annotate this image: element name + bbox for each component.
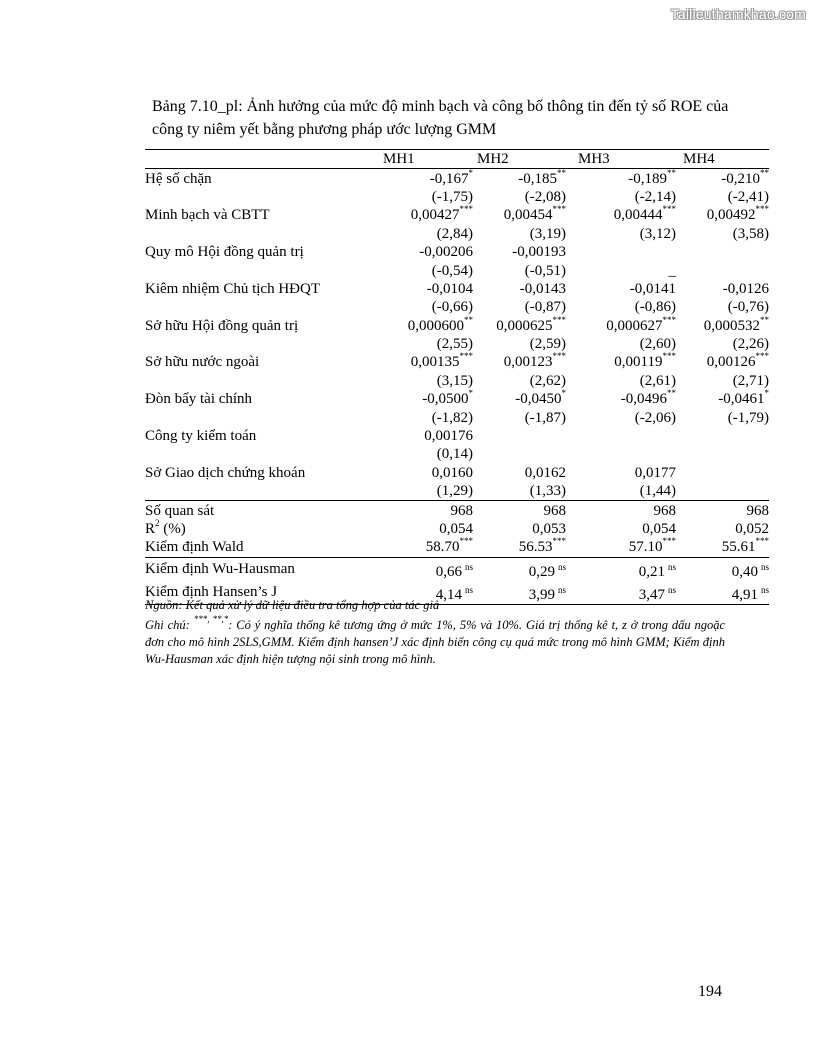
cell-mh3 — [566, 445, 676, 463]
table-row — [145, 501, 769, 520]
cell-value: 55.61 — [721, 539, 756, 556]
cell-mh3 — [566, 188, 676, 206]
cell-value: 0,000532 — [703, 317, 760, 334]
cell-mh2 — [473, 501, 566, 520]
cell-value: 0,40 — [731, 563, 758, 580]
table-row — [145, 280, 769, 298]
row-label — [145, 261, 363, 279]
cell-mh1 — [363, 557, 473, 581]
row-label — [145, 482, 363, 501]
row-label: Kiểm định Wald — [145, 539, 244, 556]
row-label: Quy mô Hội đồng quản trị — [145, 244, 304, 261]
cell-mh4 — [676, 538, 769, 557]
cell-value: 968 — [543, 502, 566, 519]
cell-value: -0,167 — [429, 170, 469, 187]
cell-mh3 — [566, 169, 676, 188]
cell-value: (3,58) — [732, 225, 769, 242]
cell-mh1 — [363, 538, 473, 557]
remark-note — [145, 614, 725, 668]
cell-mh1 — [363, 353, 473, 371]
cell-value: (2,26) — [732, 336, 769, 353]
cell-mh3 — [566, 538, 676, 557]
cell-mh2 — [473, 408, 566, 426]
cell-mh3 — [566, 557, 676, 581]
significance-mark: *** — [662, 204, 676, 215]
row-label: Sở hữu Hội đồng quản trị — [145, 317, 299, 334]
cell-value: 0,053 — [532, 521, 566, 537]
cell-value: 968 — [653, 502, 676, 519]
cell-value: (-2,06) — [634, 409, 676, 426]
cell-value: (1,44) — [639, 483, 676, 500]
row-label: Sở hữu nước ngoài — [145, 354, 260, 371]
cell-mh2 — [473, 482, 566, 501]
cell-mh4 — [676, 206, 769, 224]
cell-value: 0,00126 — [706, 354, 756, 371]
cell-mh3 — [566, 482, 676, 501]
regression-table — [145, 149, 769, 605]
cell-value: 0,00119 — [614, 354, 663, 371]
cell-value: (2,59) — [529, 336, 566, 353]
cell-mh4 — [676, 353, 769, 371]
table-row — [145, 408, 769, 426]
cell-mh2 — [473, 464, 566, 482]
cell-value: 968 — [450, 502, 473, 519]
cell-mh1 — [363, 314, 473, 335]
row-label — [145, 298, 363, 316]
table-row — [145, 243, 769, 261]
cell-mh3 — [566, 280, 676, 298]
table-row — [145, 206, 769, 224]
cell-mh2 — [473, 169, 566, 188]
cell-value: (2,62) — [529, 372, 566, 389]
cell-mh1 — [363, 188, 473, 206]
cell-mh2 — [473, 427, 566, 445]
cell-mh2 — [473, 243, 566, 261]
cell-value: -0,0143 — [519, 280, 566, 297]
non-significant-mark: ns — [760, 561, 769, 572]
cell-value: (1,29) — [436, 483, 473, 500]
cell-mh4 — [676, 261, 769, 279]
row-label: $R^2$ (%) — [145, 518, 186, 537]
cell-mh4 — [676, 427, 769, 445]
significance-mark: *** — [755, 351, 769, 362]
cell-mh3 — [566, 298, 676, 316]
cell-value: (-0,76) — [727, 299, 769, 316]
significance-mark: *** — [552, 536, 566, 547]
cell-mh3 — [566, 243, 676, 261]
significance-mark: *** — [755, 536, 769, 547]
source-note: Nguồn: Kết quả xử lý dữ liệu điều tra tổng hợp của tác giả — [145, 598, 440, 612]
cell-mh3 — [566, 408, 676, 426]
cell-mh1 — [363, 408, 473, 426]
cell-mh4 — [676, 372, 769, 390]
cell-value: 4,14 — [435, 586, 462, 603]
remark-body: : Có ý nghĩa thống kê tương ứng ở mức 1%, 5% và 10%. Giá trị thống kê t, z ở trong dấu ngoặc đơn cho mô hình 2SLS,GMM. Kiểm định hansen’J xác định biến công cụ quá mức trong mô hình GMM; Kiểm định Wu-Hausman xác định hiện tượng nội sinh trong mô hình. — [145, 618, 725, 666]
cell-value: 0,00176 — [424, 428, 473, 445]
cell-value: 56.53 — [518, 539, 553, 556]
cell-value: 0,00427 — [410, 207, 460, 224]
cell-value: 0,052 — [735, 521, 769, 537]
cell-value: (-2,41) — [727, 188, 769, 205]
cell-mh2 — [473, 538, 566, 557]
cell-value: (-0,66) — [431, 299, 473, 316]
row-label: Số quan sát — [145, 501, 363, 520]
page-number: 194 — [698, 983, 722, 1000]
cell-value: (0,14) — [436, 446, 473, 463]
significance-mark: *** — [662, 314, 676, 325]
cell-mh1 — [363, 261, 473, 279]
significance-mark: ** — [667, 167, 676, 178]
row-label — [145, 445, 363, 463]
cell-value: 0,29 — [528, 563, 555, 580]
significance-mark: * — [468, 388, 473, 399]
cell-value: 0,000600 — [407, 317, 464, 334]
cell-value: 3,47 — [638, 586, 665, 603]
significance-mark: ** — [557, 167, 566, 178]
cell-value: -0,0126 — [722, 280, 769, 297]
cell-value: 0,66 — [435, 563, 462, 580]
cell-value: (2,61) — [639, 372, 676, 389]
row-label: Kiểm định Hansen’s J — [145, 581, 363, 605]
cell-value: -0,0461 — [718, 391, 765, 408]
significance-mark: * — [468, 167, 473, 178]
row-label — [145, 335, 363, 353]
cell-mh3 — [566, 335, 676, 353]
cell-value: (-1,87) — [524, 409, 566, 426]
cell-value: 57.10 — [628, 539, 663, 556]
significance-mark: ** — [760, 314, 769, 325]
cell-mh1 — [363, 225, 473, 243]
cell-mh4 — [676, 557, 769, 581]
cell-mh1 — [363, 390, 473, 408]
row-label: Kiểm định Wu-Hausman — [145, 557, 363, 581]
cell-mh1 — [363, 280, 473, 298]
significance-mark: *** — [459, 536, 473, 547]
significance-mark: * — [561, 388, 566, 399]
cell-value: 0,00444 — [613, 207, 663, 224]
significance-mark: *** — [552, 314, 566, 325]
row-label — [145, 372, 363, 390]
non-significant-mark: ns — [667, 584, 676, 595]
significance-mark: *** — [459, 204, 473, 215]
significance-mark: *** — [755, 204, 769, 215]
significance-mark: *** — [662, 536, 676, 547]
cell-mh4 — [676, 464, 769, 482]
cell-value: (2,84) — [436, 225, 473, 242]
cell-mh1 — [363, 298, 473, 316]
significance-mark: * — [764, 388, 769, 399]
cell-mh4 — [676, 445, 769, 463]
non-significant-mark: ns — [557, 561, 566, 572]
cell-value: _ — [668, 262, 676, 279]
cell-mh2 — [473, 353, 566, 371]
cell-mh2 — [473, 314, 566, 335]
remark-significance-marks: ***, **,* — [193, 614, 229, 624]
cell-mh1 — [363, 243, 473, 261]
cell-value: 968 — [746, 502, 769, 519]
row-label — [145, 188, 363, 206]
cell-value: -0,00193 — [512, 244, 566, 261]
header-cell-label — [145, 150, 363, 169]
cell-value: (-0,51) — [524, 262, 566, 279]
cell-value: -0,0450 — [515, 391, 562, 408]
table-row — [145, 427, 769, 445]
cell-mh2 — [473, 206, 566, 224]
cell-mh1 — [363, 427, 473, 445]
non-significant-mark: ns — [464, 584, 473, 595]
row-label: Sở Giao dịch chứng khoán — [145, 464, 306, 481]
cell-value: -0,0141 — [629, 280, 676, 297]
row-label: Minh bạch và CBTT — [145, 207, 270, 224]
cell-mh3 — [566, 372, 676, 390]
cell-value: (-0,86) — [634, 299, 676, 316]
cell-mh3 — [566, 427, 676, 445]
cell-value: (-0,54) — [431, 262, 473, 279]
table-row — [145, 353, 769, 371]
cell-mh4 — [676, 408, 769, 426]
cell-value: 0,0177 — [634, 464, 676, 481]
cell-mh3 — [566, 520, 676, 538]
cell-mh1 — [363, 520, 473, 538]
cell-value: 0,054 — [439, 521, 473, 537]
cell-mh4 — [676, 390, 769, 408]
cell-value: (-2,14) — [634, 188, 676, 205]
table-body — [145, 169, 769, 604]
cell-mh2 — [473, 261, 566, 279]
non-significant-mark: ns — [760, 584, 769, 595]
cell-mh1 — [363, 372, 473, 390]
table-row — [145, 169, 769, 188]
cell-value: -0,0104 — [426, 280, 473, 297]
cell-value: (-1,79) — [727, 409, 769, 426]
table-caption: Bảng 7.10_pl: Ảnh hưởng của mức độ minh bạch và công bố thông tin đến tỷ số ROE của công ty niêm yết bằng phương pháp ước lượng GMM — [152, 98, 729, 138]
table-row — [145, 225, 769, 243]
cell-value: 0,000627 — [606, 317, 663, 334]
cell-mh2 — [473, 557, 566, 581]
significance-mark: ** — [667, 388, 676, 399]
cell-value: (2,71) — [732, 372, 769, 389]
cell-value: 58.70 — [425, 539, 460, 556]
significance-mark: ** — [760, 167, 769, 178]
table-row — [145, 261, 769, 279]
cell-mh1 — [363, 206, 473, 224]
cell-mh1 — [363, 501, 473, 520]
table-row — [145, 317, 769, 335]
watermark: Tailieuthamkhao.com — [670, 6, 806, 22]
cell-value: (-0,87) — [524, 299, 566, 316]
cell-value: (-1,82) — [431, 409, 473, 426]
table-header-row — [145, 150, 769, 169]
cell-mh4 — [676, 298, 769, 316]
cell-mh3 — [566, 464, 676, 482]
cell-value: 4,91 — [731, 586, 758, 603]
cell-value: -0,00206 — [419, 244, 473, 261]
significance-mark: *** — [459, 351, 473, 362]
cell-value: 0,054 — [642, 521, 676, 537]
row-label — [145, 225, 363, 243]
non-significant-mark: ns — [464, 561, 473, 572]
cell-mh4 — [676, 314, 769, 335]
header-cell-mh4: MH4 — [676, 150, 769, 169]
cell-mh1 — [363, 169, 473, 188]
cell-mh2 — [473, 445, 566, 463]
table-row — [145, 464, 769, 482]
significance-mark: *** — [662, 351, 676, 362]
cell-mh3 — [566, 225, 676, 243]
cell-value: 0,00492 — [706, 207, 756, 224]
cell-value: (2,60) — [639, 336, 676, 353]
cell-mh1 — [363, 335, 473, 353]
table-row — [145, 482, 769, 501]
table-row — [145, 445, 769, 463]
cell-mh1 — [363, 482, 473, 501]
superscript-2: 2 — [155, 518, 160, 528]
cell-value: -0,185 — [518, 170, 557, 187]
row-label: Công ty kiểm toán — [145, 428, 257, 445]
header-cell-mh2: MH2 — [473, 150, 566, 169]
cell-value: (3,12) — [639, 225, 676, 242]
cell-value: -0,0496 — [620, 391, 667, 408]
table-row — [145, 390, 769, 408]
cell-mh3 — [566, 501, 676, 520]
cell-value: (-1,75) — [431, 188, 473, 205]
cell-mh1 — [363, 464, 473, 482]
cell-value: 0,21 — [638, 563, 665, 580]
cell-mh1 — [363, 445, 473, 463]
cell-value: (1,33) — [529, 483, 566, 500]
cell-mh2 — [473, 225, 566, 243]
row-label: Đòn bẩy tài chính — [145, 391, 253, 408]
non-significant-mark: ns — [557, 584, 566, 595]
cell-mh4 — [676, 280, 769, 298]
significance-mark: *** — [552, 204, 566, 215]
cell-value: 3,99 — [528, 586, 555, 603]
cell-value: (3,19) — [529, 225, 566, 242]
row-label — [145, 408, 363, 426]
row-label: Hệ số chặn — [145, 170, 212, 187]
cell-value: (2,55) — [436, 336, 473, 353]
cell-value: 0,00123 — [503, 354, 553, 371]
table-row — [145, 538, 769, 557]
cell-mh4 — [676, 169, 769, 188]
cell-value: 0,0160 — [431, 464, 473, 481]
cell-value: (-2,08) — [524, 188, 566, 205]
cell-value: -0,189 — [628, 170, 667, 187]
header-cell-mh3: MH3 — [566, 150, 676, 169]
significance-mark: ** — [464, 314, 473, 325]
cell-mh2 — [473, 390, 566, 408]
remark-prefix: Ghi chú: — [145, 618, 194, 632]
row-label: Kiêm nhiệm Chủ tịch HĐQT — [145, 280, 320, 297]
cell-value: 0,000625 — [496, 317, 553, 334]
cell-value: -0,210 — [721, 170, 760, 187]
table-row — [145, 557, 769, 581]
header-cell-mh1: MH1 — [363, 150, 473, 169]
cell-mh3 — [566, 314, 676, 335]
significance-mark: *** — [552, 351, 566, 362]
cell-mh3 — [566, 353, 676, 371]
cell-value: 0,0162 — [524, 464, 566, 481]
cell-value: (3,15) — [436, 372, 473, 389]
cell-mh4 — [676, 501, 769, 520]
cell-value: -0,0500 — [422, 391, 469, 408]
cell-mh4 — [676, 225, 769, 243]
cell-value: 0,00135 — [410, 354, 460, 371]
cell-mh3 — [566, 390, 676, 408]
cell-mh2 — [473, 372, 566, 390]
cell-mh3 — [566, 261, 676, 279]
cell-mh4 — [676, 243, 769, 261]
cell-mh4 — [676, 482, 769, 501]
cell-mh2 — [473, 280, 566, 298]
non-significant-mark: ns — [667, 561, 676, 572]
cell-value: 0,00454 — [503, 207, 553, 224]
cell-mh3 — [566, 206, 676, 224]
